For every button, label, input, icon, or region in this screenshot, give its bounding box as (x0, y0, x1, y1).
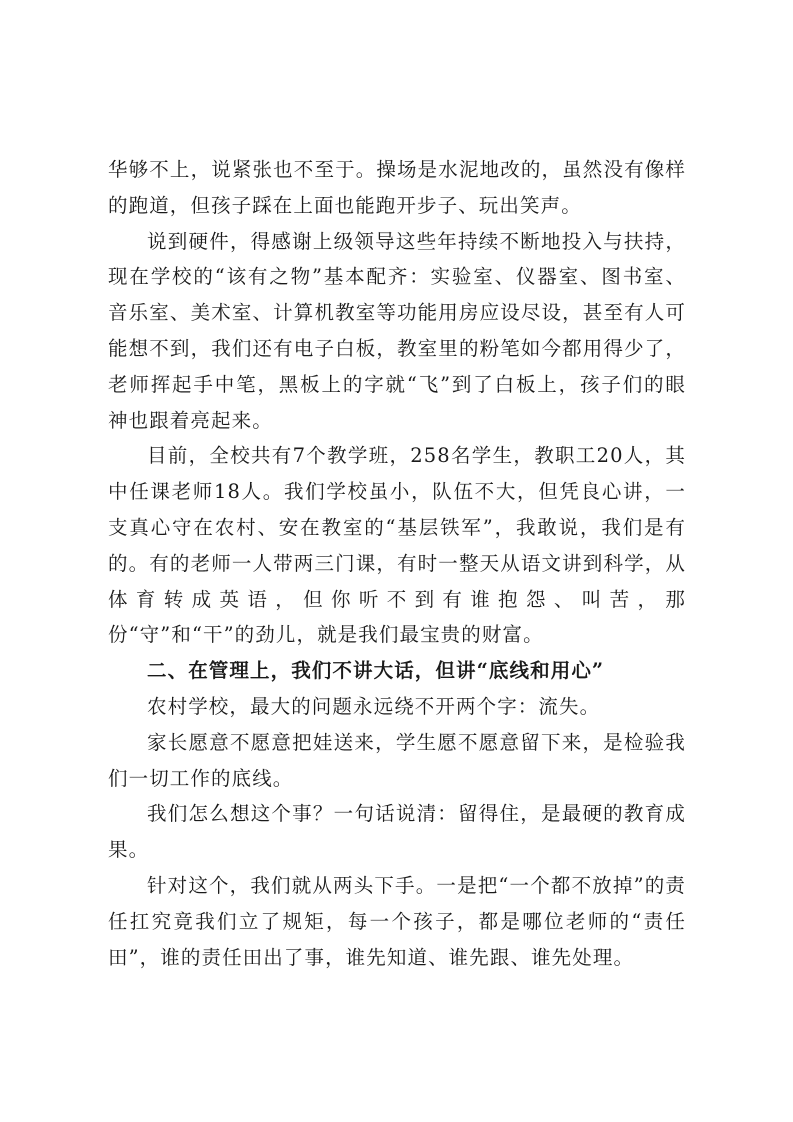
section-heading-management: 二、在管理上，我们不讲大话，但讲“底线和用心” (147, 659, 605, 683)
paragraph-retention: 我们怎么想这个事？一句话说清：留得住，是最硬的教育成果。 (108, 802, 686, 862)
paragraph-dropout: 农村学校，最大的问题永远绕不开两个字：流失。 (147, 694, 601, 718)
paragraph-hardware: 说到硬件，得感谢上级领导这些年持续不断地投入与扶持，现在学校的“该有之物”基本配齐：实验室、仪器室、图书室、音乐室、美术室、计算机教室等功能用房应设尽设，甚至有人可能想不到，我们还有电子白板，教室里的粉笔如今都用得少了，老师挥起手中笔，黑板上的字就“飞”到了白板上，孩子们的眼神也跟着亮起来。 (108, 229, 686, 432)
document-body (108, 152, 686, 975)
paragraph-staff: 目前，全校共有7个教学班，258名学生，教职工20人，其中任课老师18人。我们学校虽小，队伍不大，但凭良心讲，一支真心守在农村、安在教室的“基层铁军”，我敢说，我们是有的。有的老师一人带两三门课，有时一整天从语文讲到科学，从体育转成英语，但你听不到有谁抱怨、叫苦，那份“守”和“干”的劲儿，就是我们最宝贵的财富。 (108, 444, 686, 647)
paragraph-responsibility: 针对这个，我们就从两头下手。一是把“一个都不放掉”的责任扛究竟我们立了规矩，每一个孩子，都是哪位老师的“责任田”，谁的责任田出了事，谁先知道、谁先跟、谁先处理。 (108, 873, 686, 969)
paragraph-playground: 华够不上，说紧张也不至于。操场是水泥地改的，虽然没有像样的跑道，但孩子踩在上面也能跑开步子、玩出笑声。 (108, 158, 686, 217)
paragraph-bottom-line: 家长愿意不愿意把娃送来，学生愿不愿意留下来，是检验我们一切工作的底线。 (108, 730, 686, 790)
